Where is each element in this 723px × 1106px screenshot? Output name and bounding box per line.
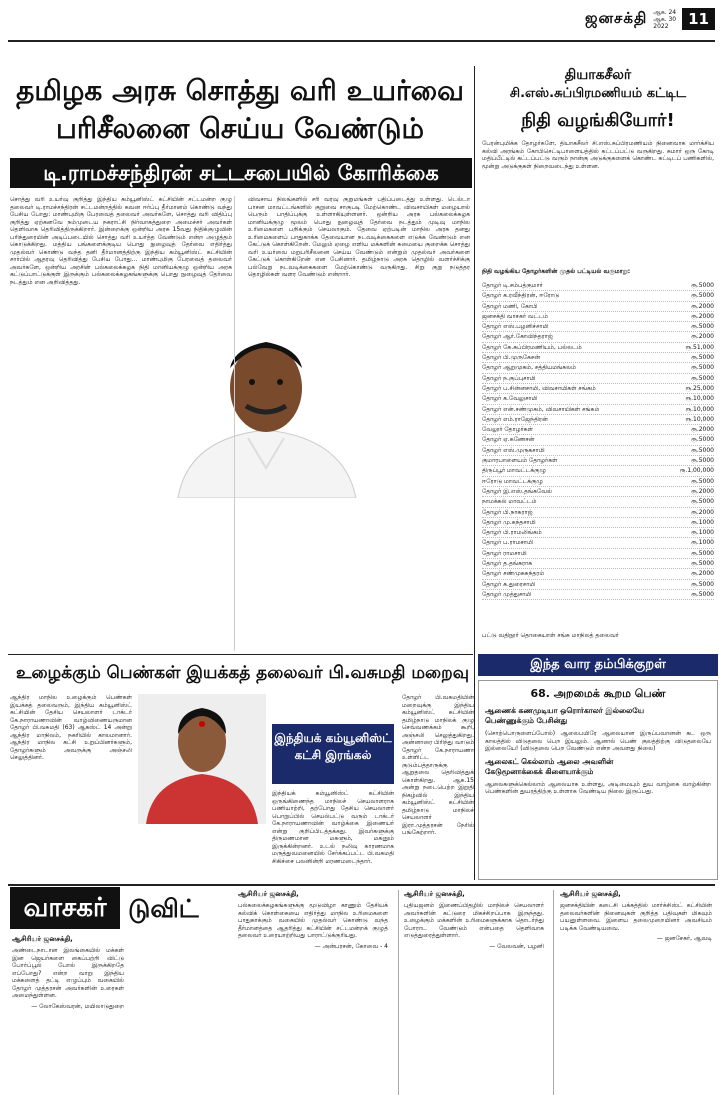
donor-name: தோழர் த.தங்கராசு [482, 560, 533, 568]
donor-name: தோழர் மணி, கோபி [482, 302, 538, 310]
donor-row [482, 446, 714, 456]
donor-row [482, 497, 714, 507]
donor-name: தோழர் மு.கந்தசாமி [482, 518, 536, 526]
kural-line: ஆணைக் கணமுடியா ஒரொர்காலர் இல்லையே [485, 706, 645, 715]
donor-name: தோழர் எம்.ராஜேந்திரன் [482, 415, 548, 423]
donor-name: வேலூர் தோழர்கள் [482, 426, 533, 434]
donor-row [482, 528, 714, 538]
donor-row [482, 363, 714, 373]
column-rule [234, 196, 235, 651]
donor-row [482, 477, 714, 487]
kural-line: ஆலைகட் கெல்லாம் ஆலை அவளின் [485, 756, 614, 766]
donor-amount: ரூ.1000 [691, 539, 714, 547]
donation-article [478, 66, 718, 646]
kural-title: 68. அறமைக் கூறம பெண் [530, 687, 666, 700]
donor-row [482, 508, 714, 518]
donor-amount: ரூ.1000 [691, 518, 714, 526]
donor-name: தோழர் ஆர்.கோவிந்தராஜ் [482, 333, 553, 341]
kural-line: பெண்ணுக்கும் பேசின்து [485, 716, 568, 725]
letter-signature: — லோகேஸ்வரன், மயிலாடுதுறை [31, 1002, 124, 1010]
donor-amount: ரூ.5000 [691, 549, 714, 557]
obituary-photo [138, 694, 266, 824]
party-box-line: கட்சி இரங்கல் [294, 748, 372, 762]
donor-name: தோழர் பி.ராமலிங்கம் [482, 529, 542, 537]
donor-row [482, 518, 714, 528]
date-line: 2022 [653, 22, 669, 30]
donor-name: தோழர் பி.முருகேசன் [482, 354, 541, 362]
obituary-col3: தோழர் பி.வசுமதியின் மறைவுக்கு இந்திய கம்யூனிஸ்ட் கட்சியின் தமிழ்நாடு மாநிலக் குழு செவ்வணக்கம் கூறி, அஞ்சலி செலுத்துகிறது. அன்னாரை பிரிந்து வாடும் தோழர் கே.நாராயணா உள்ளிட்ட குடும்பத்தாருக்கு ஆறுதலை தெரிவித்துக் கொள்கிறது. ஆக.15 அன்று நடைபெற்ற இறுதி நிகழ்வில் இந்திய கம்யூனிஸ்ட் கட்சியின் தமிழ்நாடு மாநிலச் செயலாளர் இரா.முத்தரசன் நேரில் பங்கேற்றார். [402, 694, 474, 836]
letter-body: புதியஜனம் இணைப்பிதழில் மாநிலச் செயலாளர் அவர்களின் கட்டுரை மிகச்சிறப்பாக இருந்தது. உழைக்கும் மக்களின் உரிமைகளுக்காக தொடர்ந்து போராட வேண்டும் என்பதை தெளிவாக எடுத்துரைத்துள்ளார். [404, 902, 544, 939]
issue-date [653, 9, 676, 30]
donor-name: ஈரோடு மாவட்டக்குழு [482, 477, 543, 485]
donor-name: தோழர் சண்முகசுந்தரம் [482, 570, 545, 578]
letter-salutation: ஆசிரியர் ஜனசக்தி, [238, 890, 299, 898]
donor-name: குமாரபாளையம் தோழர்கள் [482, 457, 558, 465]
donor-amount: ரூ.2000 [691, 426, 714, 434]
page-number: 11 [682, 8, 715, 30]
headline-line: பரிசீலனை செய்ய வேண்டும் [55, 112, 425, 145]
donor-name: தோழர் க.துரைசாமி [482, 580, 536, 588]
masthead [585, 8, 715, 30]
party-condolence-box [272, 724, 394, 784]
section-rule [8, 884, 715, 886]
donor-row [482, 549, 714, 559]
donor-amount: ரூ.5000 [691, 498, 714, 506]
kural-explanation: (சொற்பொருளைப்போல்) ஆலைபயிரே ஆலையான இருப்பவானன் கட ஒரு காலத்தில் விடுதலை பெற இயலும். ஆனால் பெண் குலத்திற்கு விடுதலையே இல்லையே! (விடுதலை பெற வேண்டும் என்ற அவளது நிலை) [485, 730, 711, 752]
donor-amount: ரூ.1000 [691, 529, 714, 537]
donor-name: தோழர் முத்துசாமி [482, 590, 532, 598]
donor-amount: ரூ.5000 [691, 354, 714, 362]
donor-amount: ரூ.51,000 [685, 343, 714, 351]
donation-title-line2: நிதி வழங்கியோர்! [521, 110, 675, 131]
donor-amount: ரூ.25,000 [685, 384, 714, 392]
donor-amount: ரூ.2000 [691, 570, 714, 578]
donor-amount: ரூ.5000 [691, 560, 714, 568]
donor-amount: ரூ.2000 [691, 333, 714, 341]
headline-line: தமிழக அரசு சொத்து வரி உயர்வை [16, 74, 464, 107]
donor-row [482, 291, 714, 301]
donor-amount: ரூ.5000 [691, 436, 714, 444]
letter-signature: — அன்பரசன், கோவை - 4 [314, 942, 388, 950]
letter-body: அண்டைநாடான இலங்கையில் மக்கள் இன ஜெயர்களை கைப்பற்றி விட்டு போர்ப்பூல் போல் இருக்கிறதே எப்போது? என்ற வாறு இந்திய மக்களைத் தட்டி எழுப்பும் வகையில் தோழர் முத்தரசன் அவர்களின் உரைகள் அமைந்துள்ளன. [12, 947, 124, 999]
thirukkural-heading: இந்த வார தம்பிக்குறள் [478, 654, 718, 676]
donor-row [482, 487, 714, 497]
donor-name: தோழர் எஸ்.பழனிச்சாமி [482, 323, 549, 331]
donor-amount: ரூ.10,000 [685, 415, 714, 423]
thirukkural-box [478, 680, 718, 880]
main-headline [10, 72, 470, 148]
donor-row [482, 569, 714, 579]
donor-amount: ரூ.2000 [691, 312, 714, 320]
donor-row [482, 456, 714, 466]
donor-row [482, 590, 714, 600]
donor-name: தோழர் க.ரவீந்திரன், ஈரோடு [482, 292, 560, 300]
donor-name: தோழர் கே.சுப்பிரமணியம், பல்லடம் [482, 343, 582, 351]
donor-table [482, 281, 714, 600]
obituary-col2: இந்தியக் கம்யூனிஸ்ட் கட்சியின் ஒருங்கிணைந்த மாநிலச் செயலாளராக பணியாற்றி, தற்போது தேசிய செயலாளர் பொறுப்பில் செயல்பட்டு வரும் டாக்டர் கே.நாராயணாவின் வாழ்க்கை இணையர் என்று குறிப்பிடத்தக்கது. இவர்களுக்கு திருமணமான மகளும், மகனும் இருக்கின்றனர். உடல் நலிவு காரணமாக மருத்துவமனையில் சேர்க்கப்பட்ட பி.வசுமதி சிகிச்சை பலனின்றி மரணமடைந்தார். [272, 790, 394, 865]
main-subhead: டி.ராமச்சந்திரன் சட்டசபையில் கோரிக்கை [10, 158, 472, 188]
donor-name: தோழர் பி.நாகராஜ் [482, 508, 533, 516]
donor-row [482, 322, 714, 332]
letter-item [560, 890, 712, 1050]
donor-name: தோழர் க.வேலுசாமி [482, 395, 538, 403]
donor-row [482, 466, 714, 476]
date-line: ஆக. 30 [653, 15, 677, 23]
donor-name: தோழர் இ.எஸ்.தங்கவேல் [482, 487, 552, 495]
donor-amount: ரூ.10,000 [685, 405, 714, 413]
donor-amount: ரூ.2000 [691, 487, 714, 495]
obituary-headline: உழைக்கும் பெண்கள் இயக்கத் தலைவர் பி.வசுமதி மறைவு [16, 663, 469, 683]
column-rule [474, 66, 475, 880]
donor-row [482, 281, 714, 291]
donor-row [482, 332, 714, 342]
donor-amount: ரூ.10,000 [685, 395, 714, 403]
main-article-col2: விவசாய நிலங்களில் சரி வரவு குறுமங்கள் பதிப்படைத்து உள்ளது. டெல்டா பாசன மாவட்டங்களில் குறுவை சாகுபடி மேற்கொண்ட விவசாயிகள் மழையால் பெரும் பாதிப்புக்கு உள்ளாகியுள்ளனர். ஒன்றிய அரசு பல்கலைக்கழக மானியக்குழு மூலம் பொது நுழைவுத் தேர்வை நடத்தும் முடிவு மாநில உரிமைகளை பறிக்கும் செயலாகும். தேவை ஏற்படின் மாநில அரசு தனது உரிமைகளைப் பாதுகாக்க தேவையான நடவடிக்கைகளை எடுக்க வேண்டும் என கேட்டுக் கொள்கிறேன். மேலும் ஏழை எளிய மக்களின் சுமையை குறைக்க சொத்து வரி உயர்வை மறுபரிசீலனை செய்ய வேண்டும் என்றும் முதல்வர் அவர்களை கேட்டுக் கொள்கிறேன் என பேசினார். தமிழ்நாடு அரசு தொழில் வளர்ச்சிக்கு பல்வேறு நடவடிக்கைகளை மேற்கொண்டு வருகிறது. சிறு குறு நடுத்தர தொழில்கள் வளர வேண்டும் என்றார். [248, 196, 470, 278]
donor-name: தோழர் எஸ்.முருகசாமி [482, 446, 545, 454]
party-box-line: இந்தியக் கம்யூனிஸ்ட் [274, 731, 392, 745]
donation-kicker: தியாகசீலர் [564, 67, 632, 83]
donation-footer: பட்டு வதிநூர் தொகையாள் சங்க மாநிலத் தலைவர் [482, 632, 619, 639]
kural-line: கேடுமூனாக்கைக் கிளையாக்கும் [485, 766, 594, 776]
letter-salutation: ஆசிரியர் ஜனசக்தி, [404, 890, 465, 898]
donor-row [482, 538, 714, 548]
date-line: ஆக. 24 [653, 8, 677, 16]
donor-amount: ரூ.5000 [691, 323, 714, 331]
donor-amount: ரூ.5000 [691, 590, 714, 598]
paper-name: ஜனசக்தி [585, 9, 648, 27]
donor-name: நாமக்கல் மாவட்டம் [482, 498, 537, 506]
donor-name: தோழர் டி.சம்பத்குமார் [482, 282, 543, 289]
kural-explanation: ஆலைகளுக்கெல்லாம் ஆலையாக உள்ளது, அடிமையும் துய வாழ்கை வாழ்கின்ற பெண்களின் துயரத்திற்கு உள்ளாக வேண்டிய நிலை இருப்பது. [485, 780, 711, 795]
donor-row [482, 353, 714, 363]
donor-row [482, 435, 714, 445]
donor-amount: ரூ.1,00,000 [679, 467, 714, 475]
donor-row [482, 425, 714, 435]
donor-amount: ரூ.5000 [691, 364, 714, 372]
main-article-col1: சொத்து வரி உயர்வு குறித்து இந்திய கம்யூனிஸ்ட் கட்சியின் சட்டமன்ற குழு தலைவர் டி.ராமச்சந்திரன் சட்டமன்றத்தில் கவன ஈர்ப்பு தீர்மானம் கொண்டு வந்து பேசிய போது: மாண்புமிகு பேரவைத் தலைவர் அவர்களே, சொத்து வரி விதிப்பு குறித்து ஏற்கனவே நம்முடைய நகராட்சி நிர்வாகத்துறை அமைச்சர் அவர்கள் தெளிவாக தெரிவித்திருக்கிறார். இன்றைக்கு ஒன்றிய அரசு 15வது நிதிக்குழுவின் பரிந்துரையின் அடிப்படையில் சொத்து வரி உயர்த்த வேண்டும் என்ற அழுத்தம் கொடுக்கிறது. மத்திய பங்களைக்குடிய பொது நுழைவுத் தேர்வை எதிர்த்து முதல்வர் கொண்டு வந்த தனி தீர்மானத்திற்கு இந்திய கம்யூனிஸ்ட் கட்சியின் சார்பில் ஆதரவு தெரிவித்து பேசிய போது... மாண்புமிகு பேரவைத் தலைவர் அவர்களே, ஒன்றிய அரசின் பல்கலைக்கழக நிதி மானியக்குழு ஒன்றிய அரசு கட்டுப்பாட்டுக்குள் இருக்கும் பல்கலைக்கழகங்களுக்கு பொது நுழைவுத் தேர்வை நடத்தும் என அறிவித்தது. [10, 196, 232, 286]
donor-amount: ரூ.5000 [691, 282, 714, 289]
donor-name: தோழர் ராமசாமி [482, 549, 527, 557]
letter-item [12, 935, 124, 1095]
donor-row [482, 394, 714, 404]
donor-row [482, 384, 714, 394]
donor-name: தோழர் ப.ராமசாமி [482, 539, 533, 547]
donor-row [482, 343, 714, 353]
donor-name: தோழர் ஏ.கணேசன் [482, 436, 535, 444]
letter-item [238, 890, 388, 1050]
donor-name: திருப்பூர் மாவட்டக்குழு [482, 467, 546, 475]
obituary-col1: ஆந்திர மாநில உழைக்கும் பெண்கள் இயக்கத் தலைவரும், இந்திய கம்யூனிஸ்ட் கட்சியின் தேசிய செயலாளர் டாக்டர் கே.நாராயணாவின் வாழ்விணையருமான தோழர் பி.வசுமதி (63) ஆகஸ்ட் 14 அன்று ஆந்திர மாநிலம், நகரியில் காலமானார். ஆந்திர மாநில கட்சி உறுப்பினர்களும், தோழர்களும் அவருக்கு அஞ்சலி செலுத்தினர். [10, 694, 132, 761]
letters-banner: வாசகர் [10, 887, 120, 929]
header-rule [8, 40, 715, 42]
letter-signature: — வேலவன், பழனி [489, 942, 544, 950]
donor-row [482, 559, 714, 569]
donor-name: தோழர் ப.சின்னசாமி, விவசாயிகள் சங்கம் [482, 384, 596, 392]
donor-amount: ரூ.2000 [691, 302, 714, 310]
donor-amount: ரூ.2000 [691, 508, 714, 516]
donation-intro: பேரன்புமிக்க தோழர்களே, தியாகசீலர் சி.எஸ்.சுப்பிரமணியம் நினைவாக மார்க்சிய கல்வி அரங்கம் கோபிசெட்டிபாளையத்தில் கட்டப்பட்டு வருகிறது. சுமார் ஒரு கோடி மதிப்பீட்டில் கட்டப்பட்டு வரும் நான்கு அடுக்குகளைக் கொண்ட கட்டிடப் பணிகளில், மூன்று அடுக்குகள் நிறைவடைந்து உள்ளன. [482, 140, 714, 170]
donor-amount: ரூ.5000 [691, 374, 714, 382]
donor-amount: ரூ.5000 [691, 580, 714, 588]
portrait-photo [168, 318, 364, 498]
donor-amount: ரூ.5000 [691, 457, 714, 465]
donor-name: தோழர் ந.குப்புசாமி [482, 374, 536, 382]
letter-body: ஜனசக்தியின் கடைசி பக்கத்தில் மார்க்சிஸ்ட் கட்சியின் தலைவர்களின் நினைவுகள் குறித்த பதிவுகள் மிகவும் பயனுள்ளவை. இளைய தலைமுறையினர் அவசியம் படிக்க வேண்டியவை. [560, 902, 712, 932]
donation-title-line1: சி.எஸ்.சுப்பிரமணியம் கட்டிட [509, 86, 687, 101]
donor-row [482, 312, 714, 322]
donor-row [482, 415, 714, 425]
donor-row [482, 580, 714, 590]
letter-signature: — ஜனசேகர், ஆவடி [656, 935, 712, 942]
donor-row [482, 405, 714, 415]
letter-body: பல்கலைக்கழகங்களுக்கு மூடுவிழா காணும் தேசியக் கல்விக் கொள்கையை எதிர்த்து மாநில உரிமைகளை பாதுகாக்கும் வகையில் முதல்வர் கொண்டு வந்த தீர்மானத்தை ஆதரித்து கட்சியின் சட்டமன்றக் குழுத் தலைவர் உரையாற்றியது பாராட்டுக்குரியது. [238, 902, 388, 939]
donor-name: ஜனசக்தி வாசகர் வட்டம் [482, 312, 549, 320]
donor-name: தோழர் ஆறுமுகம், சத்தியமங்கலம் [482, 364, 576, 372]
letter-item [404, 890, 544, 1050]
donation-table-caption: நிதி வழங்கிய தோழர்களின் முதல் பட்டியல் வருமாறு: [482, 268, 631, 275]
donor-amount: ரூ.5000 [691, 292, 714, 300]
donor-row [482, 302, 714, 312]
donor-name: தோழர் என்.சண்முகம், விவசாயிகள் சங்கம் [482, 405, 600, 413]
letter-salutation: ஆசிரியர் ஜனசக்தி, [560, 890, 621, 898]
section-rule [8, 654, 473, 655]
column-rule [553, 890, 554, 1095]
donor-amount: ரூ.5000 [691, 477, 714, 485]
donor-amount: ரூ.5000 [691, 446, 714, 454]
column-rule [398, 890, 399, 1095]
donor-row [482, 374, 714, 384]
letters-tweet-word: டுவிட் [128, 894, 199, 923]
letter-salutation: ஆசிரியர் ஜனசக்தி, [12, 935, 73, 943]
